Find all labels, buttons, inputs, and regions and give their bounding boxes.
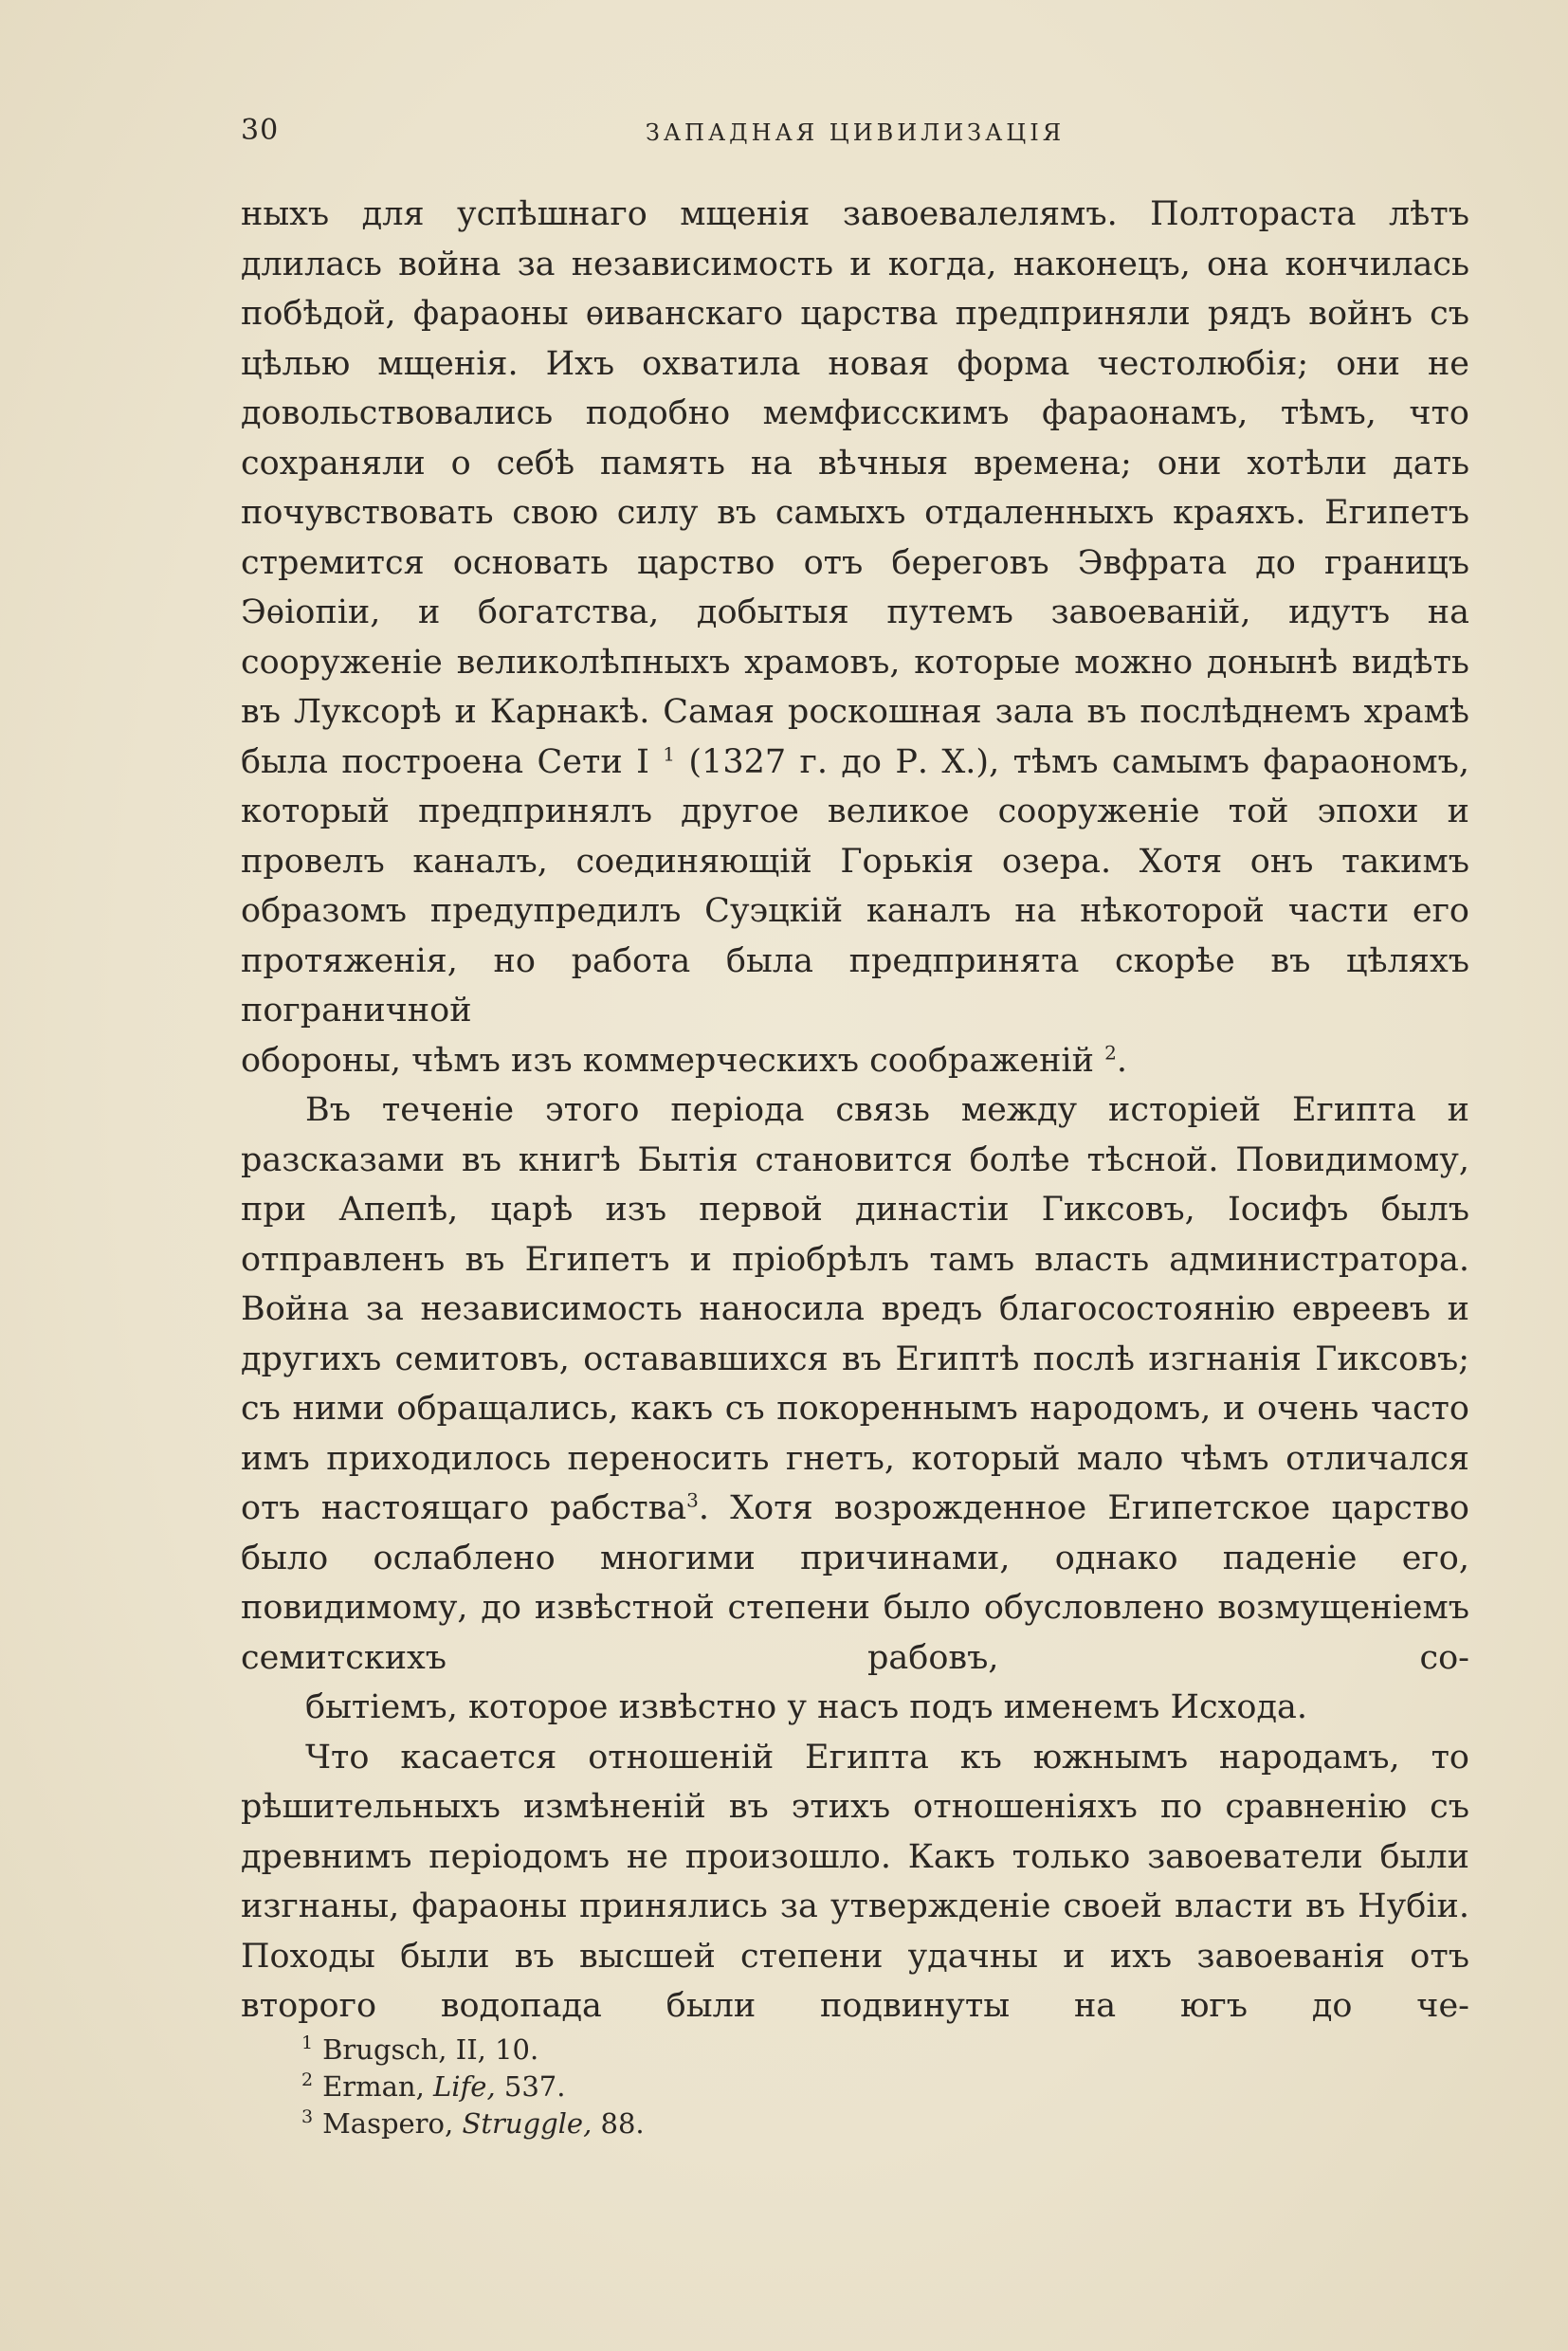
paragraph-1-text-cont: (1327 г. до Р. Х.), тѣмъ самымъ фараономъ, который предпринялъ другое великое сооруженіе той эпохи и провелъ каналъ, соединяющій Горькія озера. Хотя онъ такимъ образомъ предупредилъ Суэцкій каналъ на нѣкоторой части его протяженія, но работа была предпринята скорѣе въ цѣляхъ пограничной — [241, 742, 1469, 1030]
paragraph-3 — [241, 1733, 1469, 2032]
footnote-3-author: Maspero, — [322, 2107, 463, 2140]
running-title: ЗАПАДНАЯ ЦИВИЛИЗАЦІЯ — [645, 119, 1066, 146]
paragraph-2-last-line: бытіемъ, которое извѣстно у насъ подъ именемъ Исхода. — [305, 1688, 1308, 1726]
paragraph-2-text: Въ теченіе этого періода связь между исторіей Египта и разсказами въ книгѣ Бытія становится болѣе тѣсной. Повидимому, при Апепѣ, царѣ изъ первой династіи Гиксовъ, Іосифъ былъ отправленъ въ Египетъ и пріобрѣлъ тамъ власть администратора. Война за независимость наносила вредъ благосостоянію евреевъ и другихъ семитовъ, остававшихся въ Египтѣ послѣ изгнанія Гиксовъ; съ ними обращались, какъ съ покореннымъ народомъ, и очень часто имъ приходилось переносить гнетъ, который мало чѣмъ отличался отъ настоящаго рабства — [241, 1091, 1469, 1527]
paragraph-2-text-cont: . Хотя возрожденное Египетское царство было ослаблено многими причинами, однако паденіе его, повидимому, до извѣстной степени было обусловлено возмущеніемъ семитскихъ рабовъ, со- — [241, 1489, 1470, 1677]
footnote-2-mark: 2 — [301, 2069, 314, 2091]
paragraph-3-text: Что касается отношеній Египта къ южнымъ народамъ, то рѣшительныхъ измѣненій въ этихъ отношеніяхъ по сравненію съ древнимъ періодомъ не произошло. Какъ только завоеватели были изгнаны, фараоны принялись за утвержденіе своей власти въ Нубіи. Походы были въ высшей степени удачны и ихъ завоеванія отъ второго водопада были подвинуты на югъ до че- — [241, 1738, 1469, 2025]
footnote-3-rest: 88. — [592, 2107, 645, 2140]
footnote-2-rest: 537. — [495, 2070, 566, 2103]
footnotes — [301, 2032, 1439, 2142]
paragraph-1-text: ныхъ для успѣшнаго мщенія завоевалелямъ. Полтораста лѣтъ длилась война за независимость и когда, наконецъ, она кончилась побѣдой, фараоны ѳиванскаго царства предприняли рядъ войнъ съ цѣлью мщенія. Ихъ охватила новая форма честолюбія; они не довольствовались подобно мемфисскимъ фараонамъ, тѣмъ, что сохраняли о себѣ память на вѣчныя времена; они хотѣли дать почувствовать свою силу въ самыхъ отдаленныхъ краяхъ. Египетъ стремится основать царство отъ береговъ Эвфрата до границъ Эѳіопіи, и богатства, добытыя путемъ завоеваній, идутъ на сооруженіе великолѣпныхъ храмовъ, которые можно донынѣ видѣть въ Луксорѣ и Карнакѣ. Самая роскошная зала въ послѣднемъ храмѣ была построена Сети I — [241, 195, 1469, 781]
page-header — [241, 112, 1469, 159]
paragraph-1-last-line: обороны, чѣмъ изъ коммерческихъ соображеній — [241, 1041, 1094, 1080]
page-number: 30 — [241, 114, 280, 147]
footnote-3-title: Struggle, — [462, 2107, 593, 2140]
footnote-2-title: Life, — [433, 2070, 496, 2103]
footnote-ref-2: 2 — [1104, 1040, 1117, 1064]
footnote-3 — [301, 2105, 1439, 2142]
footnote-1-text: Brugsch, II, 10. — [322, 2033, 539, 2066]
body-text — [241, 190, 1469, 2032]
footnote-ref-1: 1 — [663, 741, 676, 765]
footnote-3-mark: 3 — [301, 2106, 314, 2128]
footnote-1 — [301, 2032, 1439, 2069]
paragraph-1-end: . — [1116, 1041, 1127, 1080]
paragraph-1 — [241, 190, 1469, 1085]
paragraph-2 — [241, 1085, 1469, 1733]
footnote-2 — [301, 2069, 1439, 2105]
footnote-ref-3: 3 — [686, 1488, 699, 1512]
footnote-2-author: Erman, — [322, 2070, 434, 2103]
footnote-1-mark: 1 — [301, 2032, 314, 2054]
